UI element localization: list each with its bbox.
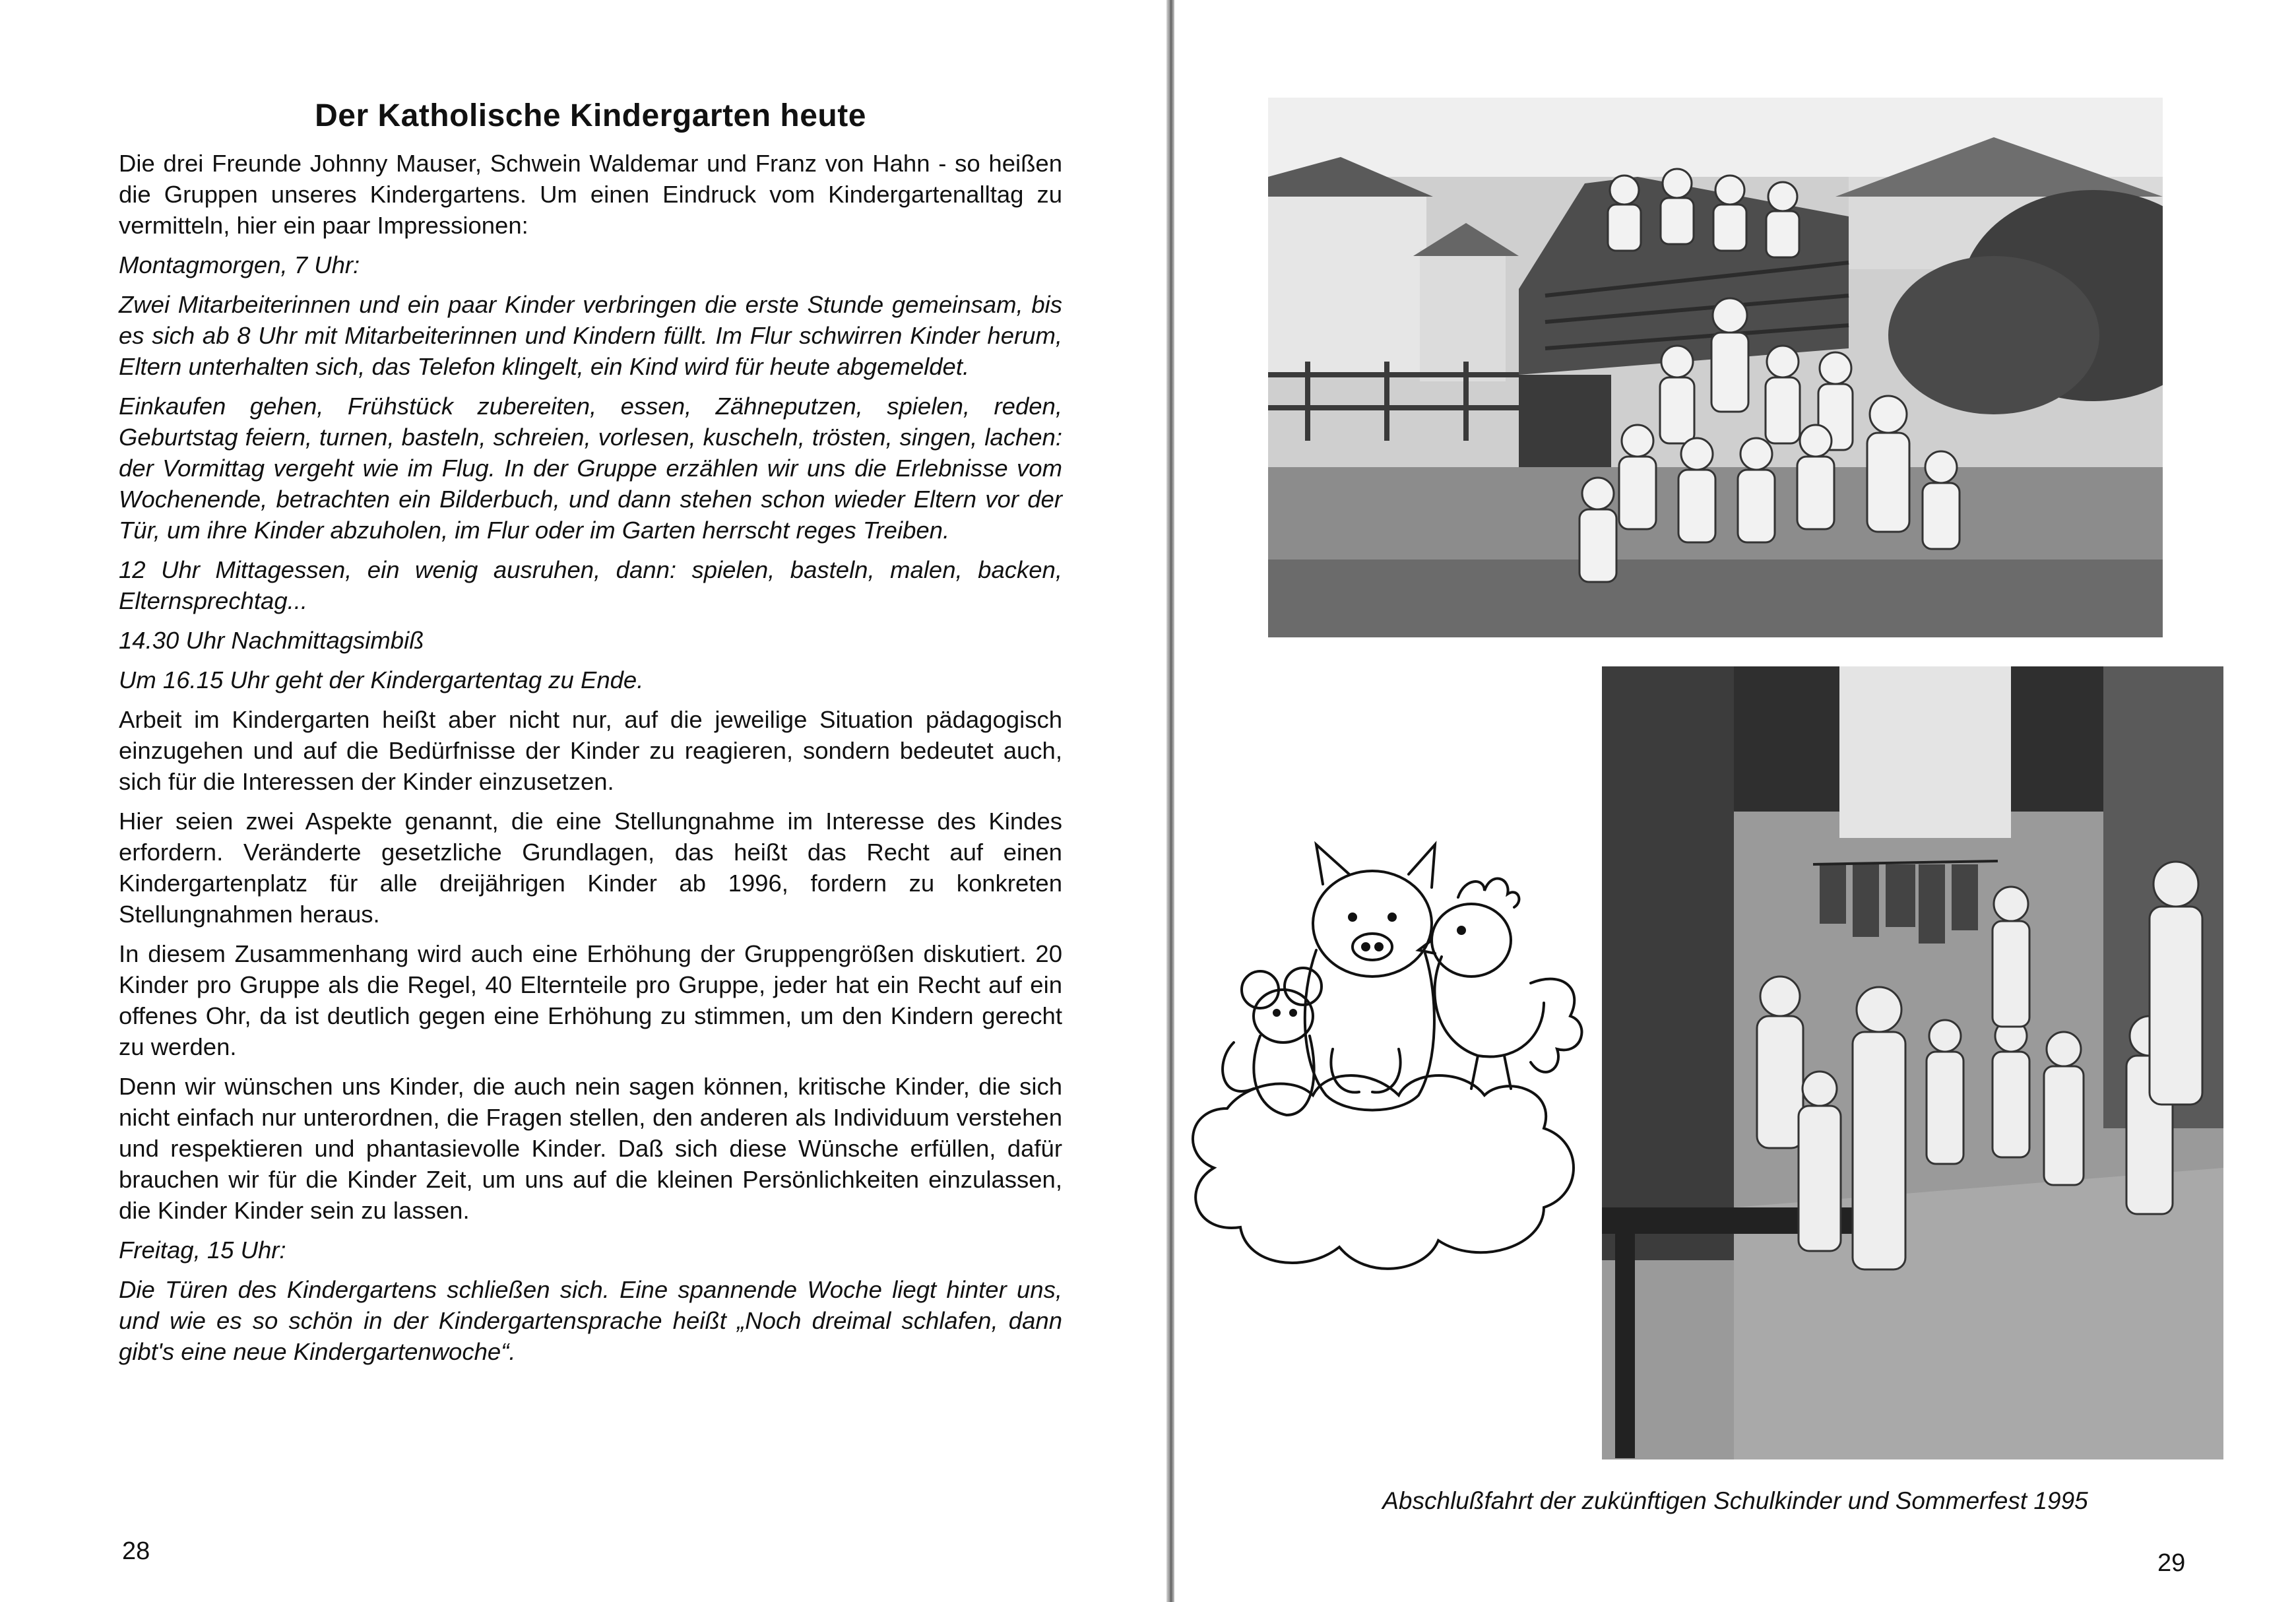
paragraph: Die drei Freunde Johnny Mauser, Schwein Waldemar und Franz von Hahn - so heißen die Gruppen unseres Kindergartens. Um einen Eindruck vom Kindergartenalltag zu vermitteln, hier ein paar Impressionen:	[119, 150, 1062, 239]
paragraph: Montagmorgen, 7 Uhr:	[119, 251, 360, 278]
page-number-right: 29	[2157, 1549, 2186, 1577]
paragraph: Einkaufen gehen, Frühstück zubereiten, essen, Zähneputzen, spielen, reden, Geburtstag feiern, turnen, basteln, schreien, vorlesen, kuscheln, trösten, singen, lachen: der Vormittag vergeht wie im Flug. In der Gruppe erzählen wir uns die Erlebnisse vom Wochenende, betrachten ein Bilderbuch, und dann stehen schon wieder Eltern vor der Tür, um ihre Kinder abzuholen, im Flur oder im Garten herrscht reges Treiben.	[119, 393, 1062, 544]
paragraph: 12 Uhr Mittagessen, ein wenig ausruhen, dann: spielen, basteln, malen, backen, Elternsprechtag...	[119, 556, 1062, 614]
paragraph: Arbeit im Kindergarten heißt aber nicht nur, auf die jeweilige Situation pädagogisch einzugehen und auf die Bedürfnisse der Kinder zu reagieren, sondern bedeutet auch, sich für die Interessen der Kinder einzusetzen.	[119, 706, 1062, 795]
paragraph: Die Türen des Kindergartens schließen sich. Eine spannende Woche liegt hinter uns, und wie es so schön in der Kindergartensprache heißt „Noch dreimal schlafen, dann gibt's eine neue Kindergartenwoche“.	[119, 1276, 1062, 1365]
paragraph: Um 16.15 Uhr geht der Kindergartentag zu Ende.	[119, 666, 644, 693]
group-photo	[1268, 98, 2163, 637]
paragraph: Freitag, 15 Uhr:	[119, 1236, 286, 1264]
mascot-cartoon	[1174, 825, 1597, 1287]
paragraph: Denn wir wünschen uns Kinder, die auch nein sagen können, kritische Kinder, die sich nicht einfach nur unterordnen, die Fragen stellen, den anderen als Individuum verstehen und respektieren und phantasievolle Kinder. Daß sich diese Wünsche erfüllen, dafür brauchen wir für die Kinder Zeit, um uns auf die kleinen Persönlichkeiten einzulassen, die Kinder Kinder sein zu lassen.	[119, 1073, 1062, 1224]
summer-festival-photo	[1602, 666, 2223, 1459]
left-page	[0, 0, 1135, 1602]
paragraph: 14.30 Uhr Nachmittagsimbiß	[119, 627, 424, 654]
book-gutter	[1166, 0, 1174, 1602]
paragraph: Zwei Mitarbeiterinnen und ein paar Kinder verbringen die erste Stunde gemeinsam, bis es sich ab 8 Uhr mit Mitarbeiterinnen und Kindern füllt. Im Flur schwirren Kinder herum, Eltern unterhalten sich, das Telefon klingelt, ein Kind wird für heute abgemeldet.	[119, 291, 1062, 380]
page-title: Der Katholische Kindergarten heute	[315, 98, 866, 133]
article-body	[119, 148, 1062, 1376]
paragraph: In diesem Zusammenhang wird auch eine Erhöhung der Gruppengrößen diskutiert. 20 Kinder pro Gruppe als die Regel, 40 Elternteile pro Gruppe, jeder hat ein Recht auf ein offenes Ohr, da ist deutlich gegen eine Erhöhung zu stimmen, um den Kindern gerecht zu werden.	[119, 940, 1062, 1060]
photo-caption: Abschlußfahrt der zukünftigen Schulkinder und Sommerfest 1995	[1382, 1487, 2088, 1514]
paragraph: Hier seien zwei Aspekte genannt, die eine Stellungnahme im Interesse des Kindes erfordern. Veränderte gesetzliche Grundlagen, das heißt das Recht auf einen Kindergartenplatz für alle dreijährigen Kinder ab 1996, fordern zu konkreten Stellungnahmen heraus.	[119, 808, 1062, 928]
page-number-left: 28	[122, 1537, 150, 1565]
